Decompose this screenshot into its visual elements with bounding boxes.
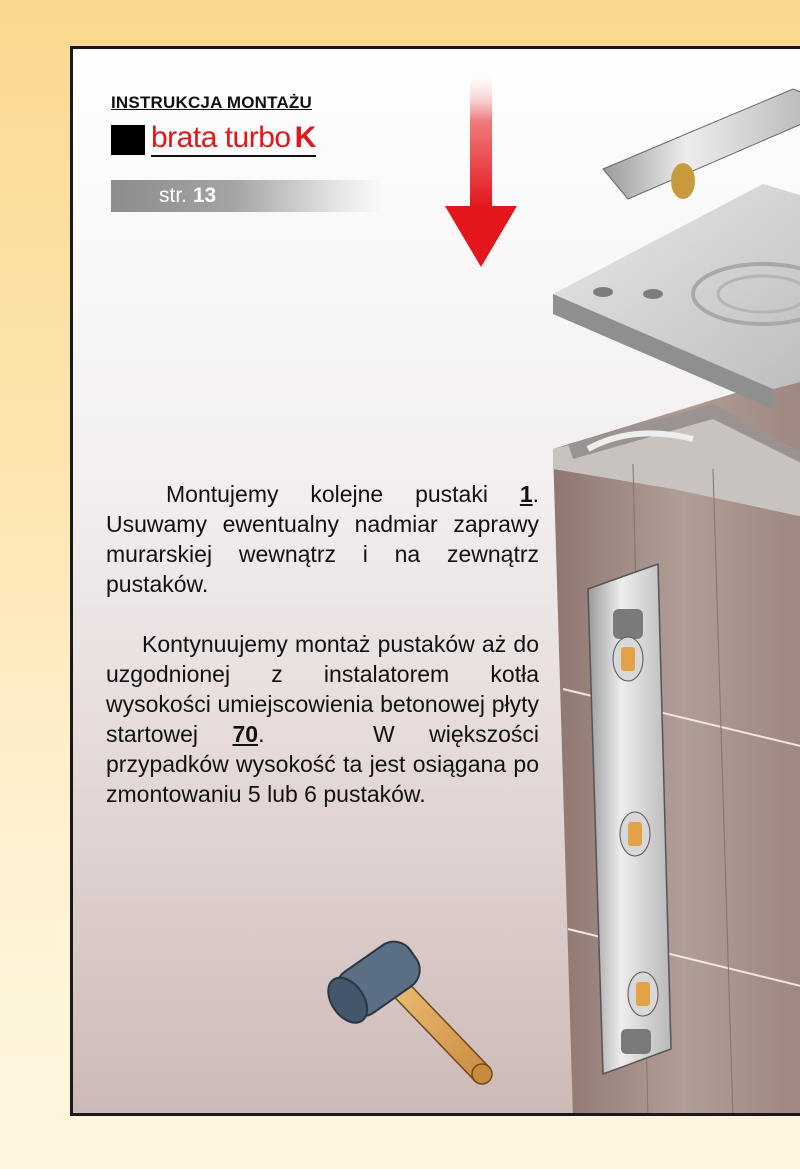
p1-text: Montujemy kolejne pustaki <box>166 481 488 507</box>
paragraph-1 <box>106 479 539 599</box>
brand-logo <box>111 123 316 157</box>
page-label: str. <box>159 184 188 207</box>
concrete-plate <box>553 184 800 409</box>
brand-text: brata turbo <box>151 121 291 154</box>
top-spirit-level-icon <box>603 89 800 199</box>
down-arrow-icon <box>445 74 517 267</box>
ref-70: 70 <box>232 721 259 747</box>
brand-square <box>111 125 145 155</box>
page-title: INSTRUKCJA MONTAŻU <box>111 93 312 112</box>
brand-name <box>151 123 316 157</box>
p2-rest: W większości przypadków wysokość ta jest osiągana po zmontowaniu 5 lub 6 pustaków. <box>106 721 540 807</box>
page-number: 13 <box>192 184 217 207</box>
ref-1: 1 <box>519 481 533 507</box>
page-indicator <box>111 180 383 212</box>
spirit-level-icon <box>588 564 671 1074</box>
instruction-panel <box>70 46 800 1116</box>
chimney-blocks <box>553 369 800 1116</box>
p2-text: Kontynuujemy montaż pustaków aż do uzgodnionej z instalatorem kotła wysokości umiejscowienia betonowej płyty startowej <box>106 631 539 747</box>
paragraph-2 <box>106 629 539 809</box>
p2-mid: . <box>258 721 265 747</box>
p1-rest: . Usuwamy ewentualny nadmiar zaprawy murarskiej wewnątrz i na zewnątrz pustaków. <box>106 481 539 597</box>
brand-k: K <box>294 121 316 154</box>
hammer-icon <box>320 934 492 1084</box>
